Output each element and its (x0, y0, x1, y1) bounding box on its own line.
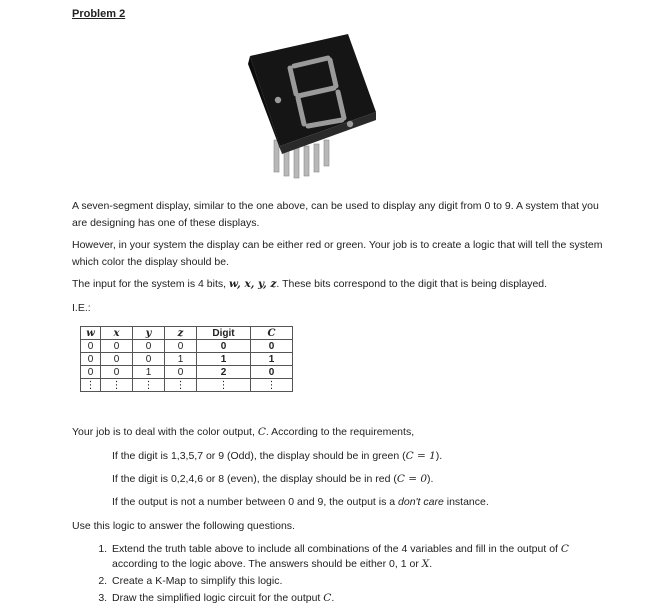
header-w: w (81, 327, 101, 340)
table-cell: 0 (165, 366, 197, 379)
table-cell: 0 (165, 340, 197, 353)
header-y: y (133, 327, 165, 340)
table-cell: ⋮ (165, 379, 197, 392)
table-cell: 1 (251, 353, 293, 366)
seven-segment-display-image (228, 28, 378, 180)
paragraph-color: However, in your system the display can be either red or green. Your job is to create a logic that will tell the system which color the display should be. (72, 239, 603, 268)
table-row (81, 340, 293, 353)
table-cell: ⋮ (133, 379, 165, 392)
task-item: 1. Extend the truth table above to include all combinations of the 4 variables and fill in the output of C according to the logic above. The answers should be either 0, 1 or X. (110, 542, 590, 572)
table-cell: 0 (133, 353, 165, 366)
table-cell: ⋮ (101, 379, 133, 392)
header-c: C (251, 327, 293, 340)
problem-title: Problem 2 (72, 8, 126, 20)
table-cell: 0 (101, 353, 133, 366)
table-cell: 1 (165, 353, 197, 366)
paragraph-intro: A seven-segment display, similar to the one above, can be used to display any digit from 0 to 9. A system that you are designing has one of these displays. (72, 200, 599, 229)
task-item: 2. Create a K-Map to simplify this logic. (110, 574, 590, 589)
decimal-point-dot (347, 121, 353, 127)
table-cell: 0 (133, 340, 165, 353)
display-body (250, 34, 376, 146)
table-cell: 0 (251, 340, 293, 353)
rule-odd: If the digit is 1,3,5,7 or 9 (Odd), the display should be in green (C = 1). (112, 450, 443, 462)
table-cell: 0 (81, 340, 101, 353)
paragraph-input: The input for the system is 4 bits, w, x, y, z. These bits correspond to the digit that is being displayed. (72, 278, 548, 290)
table-cell: 1 (133, 366, 165, 379)
table-cell: ⋮ (81, 379, 101, 392)
table-cell: 0 (251, 366, 293, 379)
table-header-row (81, 327, 293, 340)
table-cell: 0 (197, 340, 251, 353)
table-cell: 0 (81, 353, 101, 366)
header-z: z (165, 327, 197, 340)
table-row (81, 379, 293, 392)
rule-dont-care: If the output is not a number between 0 and 9, the output is a don't care instance. (112, 496, 489, 508)
header-x: x (101, 327, 133, 340)
ie-label: I.E.: (72, 302, 91, 314)
rule-even: If the digit is 0,2,4,6 or 8 (even), the display should be in red (C = 0). (112, 473, 434, 485)
job-intro: Your job is to deal with the color output, C. According to the requirements, (72, 426, 415, 438)
decimal-point-dot (275, 97, 281, 103)
table-row (81, 366, 293, 379)
task-list (92, 542, 590, 608)
table-cell: ⋮ (251, 379, 293, 392)
task-item: 3. Draw the simplified logic circuit for the output C. (110, 591, 590, 606)
table-cell: 0 (81, 366, 101, 379)
table-cell: 0 (101, 340, 133, 353)
table-cell: ⋮ (197, 379, 251, 392)
header-digit: Digit (197, 327, 251, 340)
table-cell: 2 (197, 366, 251, 379)
input-variables: w, x, y, z (228, 278, 277, 290)
use-logic-instruction: Use this logic to answer the following questions. (72, 520, 295, 532)
table-cell: 1 (197, 353, 251, 366)
table-row (81, 353, 293, 366)
table-cell: 0 (101, 366, 133, 379)
truth-table (80, 326, 293, 392)
